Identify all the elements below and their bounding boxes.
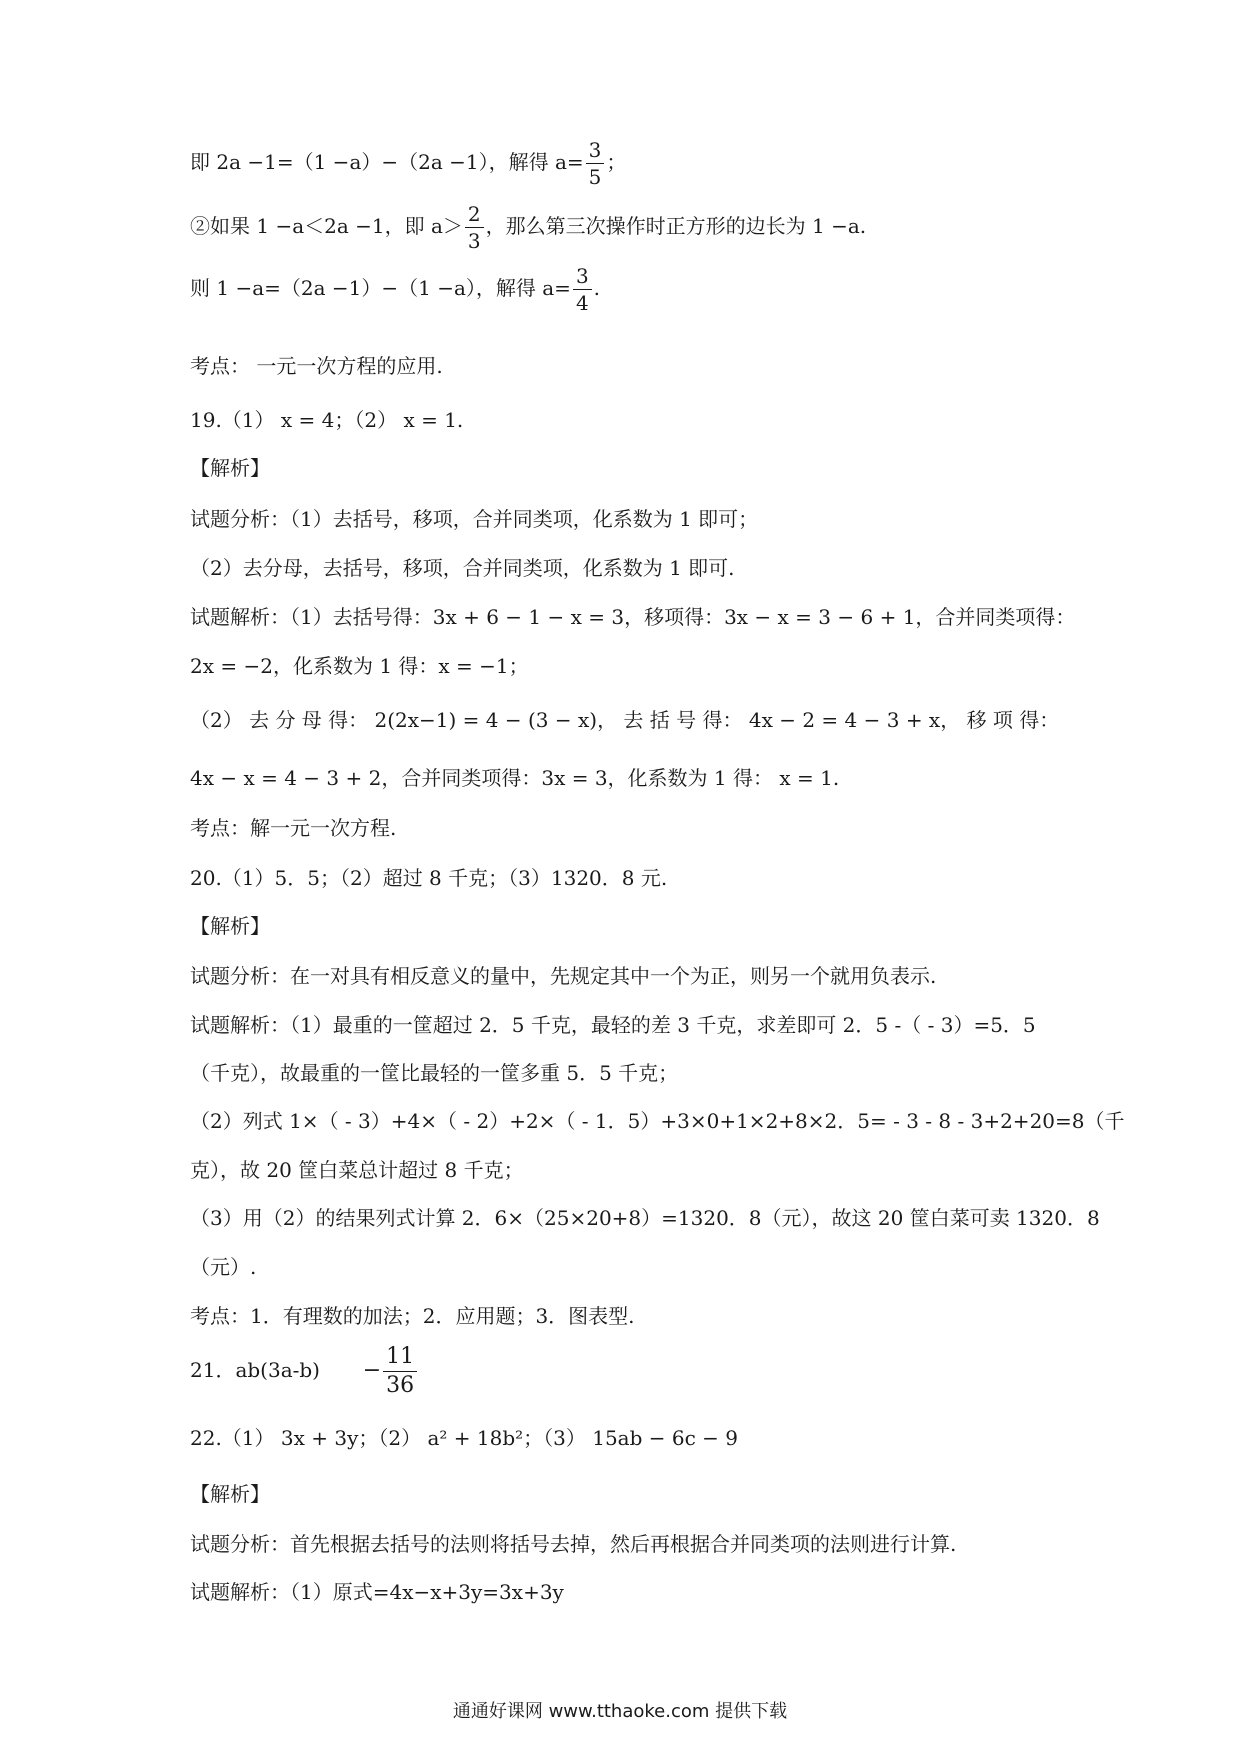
- answer-19: 19.（1） x = 4；（2） x = 1.: [190, 408, 464, 432]
- topic-line: 考点： 一元一次方程的应用.: [190, 354, 443, 378]
- solution-line: 试题解析：（1）原式=4x−x+3y=3x+3y: [190, 1580, 564, 1604]
- fraction: [465, 204, 484, 251]
- numerator: 3: [575, 264, 589, 288]
- topic-line: 考点：1．有理数的加法；2．应用题；3．图表型.: [190, 1304, 635, 1328]
- topic-line: 考点：解一元一次方程.: [190, 816, 397, 840]
- solution-line: 4x − x = 4 − 3 + 2，合并同类项得：3x = 3，化系数为 1 得： x = 1.: [190, 766, 840, 790]
- analysis-line: 试题分析：在一对具有相反意义的量中，先规定其中一个为正，则另一个就用负表示.: [190, 964, 937, 988]
- line-text: ，那么第三次操作时正方形的边长为 1 −a.: [485, 214, 867, 238]
- analysis-line: （2）去分母，去括号，移项，合并同类项，化系数为 1 即可.: [190, 556, 735, 580]
- solution-line: （元）.: [190, 1255, 257, 1279]
- analysis-line: 试题分析：首先根据去括号的法则将括号去掉，然后再根据合并同类项的法则进行计算.: [190, 1532, 957, 1556]
- solution-line: 克），故 20 筐白菜总计超过 8 千克；: [190, 1158, 524, 1182]
- denominator: 5: [586, 163, 605, 187]
- fraction: [573, 266, 592, 313]
- page-footer: 通通好课网 www.tthaoke.com 提供下载: [452, 1701, 788, 1722]
- numerator: 11: [386, 1344, 415, 1369]
- numerator: 2: [467, 202, 481, 226]
- line-text: 则 1 −a=（2a −1）−（1 −a），解得 a=: [190, 276, 571, 300]
- denominator: 4: [573, 289, 592, 313]
- fraction: [586, 140, 605, 187]
- solution-line: （2） 去 分 母 得： 2(2x−1) = 4 − (3 − x)， 去 括 号 得： 4x − 2 = 4 − 3 + x， 移 项 得：: [190, 708, 1060, 732]
- solution-line: 2x = −2，化系数为 1 得：x = −1；: [190, 654, 529, 678]
- analysis-heading: 【解析】: [190, 914, 270, 938]
- analysis-heading: 【解析】: [190, 456, 270, 480]
- numerator: 3: [588, 138, 602, 162]
- answer-22: 22.（1） 3x + 3y；（2） a² + 18b²；（3） 15ab − 6c − 9: [190, 1426, 739, 1450]
- solution-line: 试题解析：（1）去括号得：3x + 6 − 1 − x = 3，移项得：3x − x = 3 − 6 + 1，合并同类项得：: [190, 605, 1076, 629]
- line-text: ②如果 1 −a＜2a −1，即 a＞: [190, 214, 463, 238]
- analysis-heading: 【解析】: [190, 1482, 270, 1506]
- solution-line-2: [190, 204, 866, 251]
- answer-20: 20.（1）5．5；（2）超过 8 千克；（3）1320．8 元.: [190, 866, 668, 890]
- line-text: .: [593, 276, 601, 300]
- solution-line: （3）用（2）的结果列式计算 2．6×（25×20+8）=1320．8（元），故这 20 筐白菜可卖 1320．8: [190, 1206, 1100, 1230]
- solution-line: （2）列式 1×（ - 3）+4×（ - 2）+2×（ - 1．5）+3×0+1×2+8×2．5= - 3 - 8 - 3+2+20=8（千: [190, 1109, 1125, 1133]
- line-text: ；: [606, 150, 627, 174]
- denominator: 36: [383, 1371, 417, 1397]
- denominator: 3: [465, 227, 484, 251]
- minus-sign: −: [362, 1358, 382, 1383]
- solution-line: 试题解析：（1）最重的一筐超过 2．5 千克，最轻的差 3 千克，求差即可 2．5 -（ - 3）=5．5: [190, 1013, 1036, 1037]
- answer-21: [190, 1346, 419, 1397]
- line-text: 即 2a −1=（1 −a）−（2a −1），解得 a=: [190, 150, 584, 174]
- solution-line: （千克），故最重的一筐比最轻的一筐多重 5．5 千克；: [190, 1061, 679, 1085]
- analysis-line: 试题分析：（1）去括号，移项，合并同类项，化系数为 1 即可；: [190, 507, 759, 531]
- line-text: 21．ab(3a-b): [190, 1358, 320, 1382]
- solution-line-3: [190, 266, 600, 313]
- solution-line-1: [190, 140, 626, 187]
- fraction: [383, 1346, 417, 1397]
